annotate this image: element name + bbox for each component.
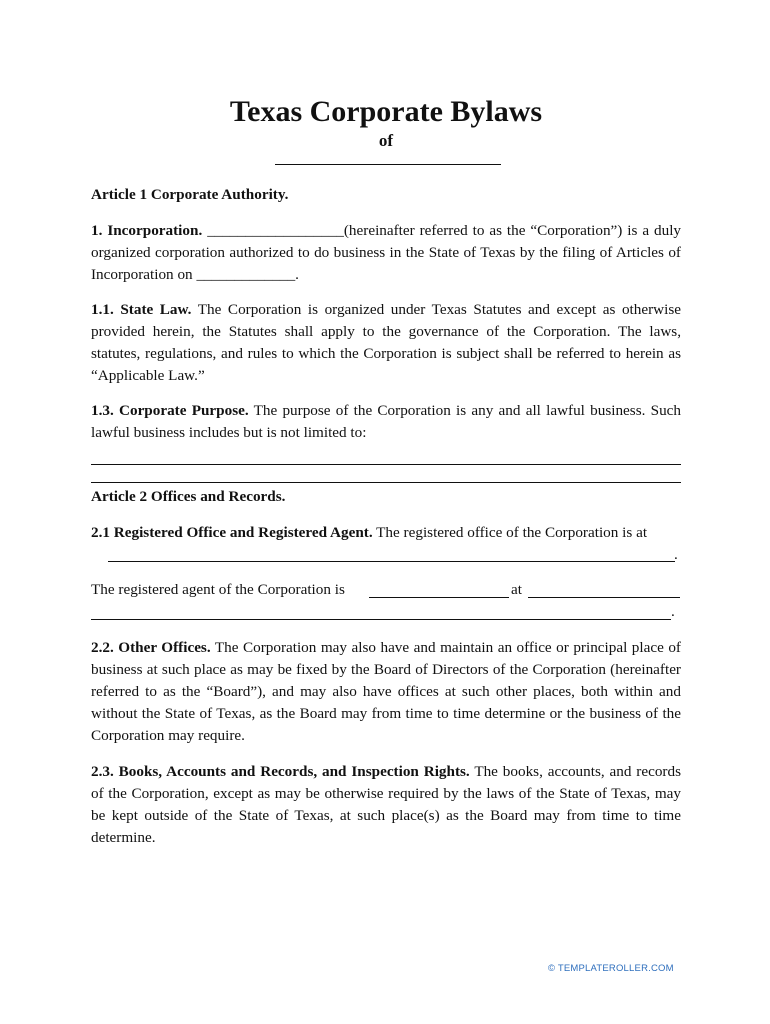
section-2-1-heading: 2.1 Registered Office and Registered Agent. (91, 524, 373, 541)
section-1-1-text: The Corporation is organized under Texas Statutes and except as otherwise provided herein, the Statutes shall apply to the governance of the Corporation. The laws, statutes, regulations, and rules to which the Corporation is subject shall be referred to herein as “Applicable Law.” (91, 301, 681, 384)
title-blank-line (275, 164, 501, 165)
title-of-label: of (378, 131, 394, 150)
article-1-heading (91, 184, 681, 206)
purpose-blank-line-1 (91, 464, 681, 465)
registered-agent-address-blank-2 (91, 619, 671, 620)
registered-agent-name-blank (369, 597, 509, 598)
registered-office-end: . (674, 546, 678, 563)
section-1-incorporation (91, 220, 681, 286)
section-1-heading: 1. Incorporation. (91, 222, 203, 239)
registered-agent-at: at (511, 581, 522, 598)
section-2-1-text: The registered office of the Corporation is at (372, 524, 648, 541)
incorporation-date-blank: _____________ (196, 266, 296, 283)
article-1-heading-text: Article 1 Corporate Authority. (91, 186, 289, 203)
section-2-3-text: The books, accounts, and records of the Corporation, except as may be otherwise required by the laws of the State of Texas, may be kept outside of the State of Texas, at such place(s) as the Board may from time to time determine. (91, 763, 681, 846)
section-1-3-purpose (91, 400, 681, 444)
footer-copyright: © TEMPLATEROLLER.COM (548, 963, 674, 974)
section-1-3-text: The purpose of the Corporation is any and all lawful business. Such lawful business includes but is not limited to: (91, 402, 681, 441)
purpose-blank-line-2 (91, 482, 681, 483)
corporation-name-blank: __________________ (207, 222, 344, 239)
article-2-heading (91, 486, 681, 508)
section-2-2-other-offices (91, 637, 681, 747)
document-title: Texas Corporate Bylaws (229, 95, 543, 128)
section-2-1-registered-office (91, 522, 681, 544)
section-2-3-books (91, 761, 681, 849)
section-1-end: . (295, 266, 299, 283)
section-2-2-heading: 2.2. Other Offices. (91, 639, 211, 656)
registered-agent-end: . (671, 603, 675, 620)
section-1-text: (hereinafter referred to as the “Corporation”) is a duly organized corporation authorized to do business in the State of Texas by the filing of Articles of Incorporation on (91, 222, 682, 283)
registered-agent-address-blank (528, 597, 680, 598)
section-1-3-heading: 1.3. Corporate Purpose. (91, 402, 249, 419)
section-1-1-state-law (91, 299, 681, 387)
article-2-heading-text: Article 2 Offices and Records. (91, 488, 286, 505)
section-1-1-heading: 1.1. State Law. (91, 301, 192, 318)
section-2-2-text: The Corporation may also have and maintain an office or principal place of business at such place as may be fixed by the Board of Directors of the Corporation (hereinafter referred to as the “Board”), and may also have offices at such other places, both within and without the State of Texas, as the Board may from time to time determine or the business of the Corporation may require. (91, 639, 681, 744)
registered-agent-text: The registered agent of the Corporation is (91, 581, 345, 598)
registered-office-blank (108, 561, 675, 562)
section-2-3-heading: 2.3. Books, Accounts and Records, and Inspection Rights. (91, 763, 470, 780)
